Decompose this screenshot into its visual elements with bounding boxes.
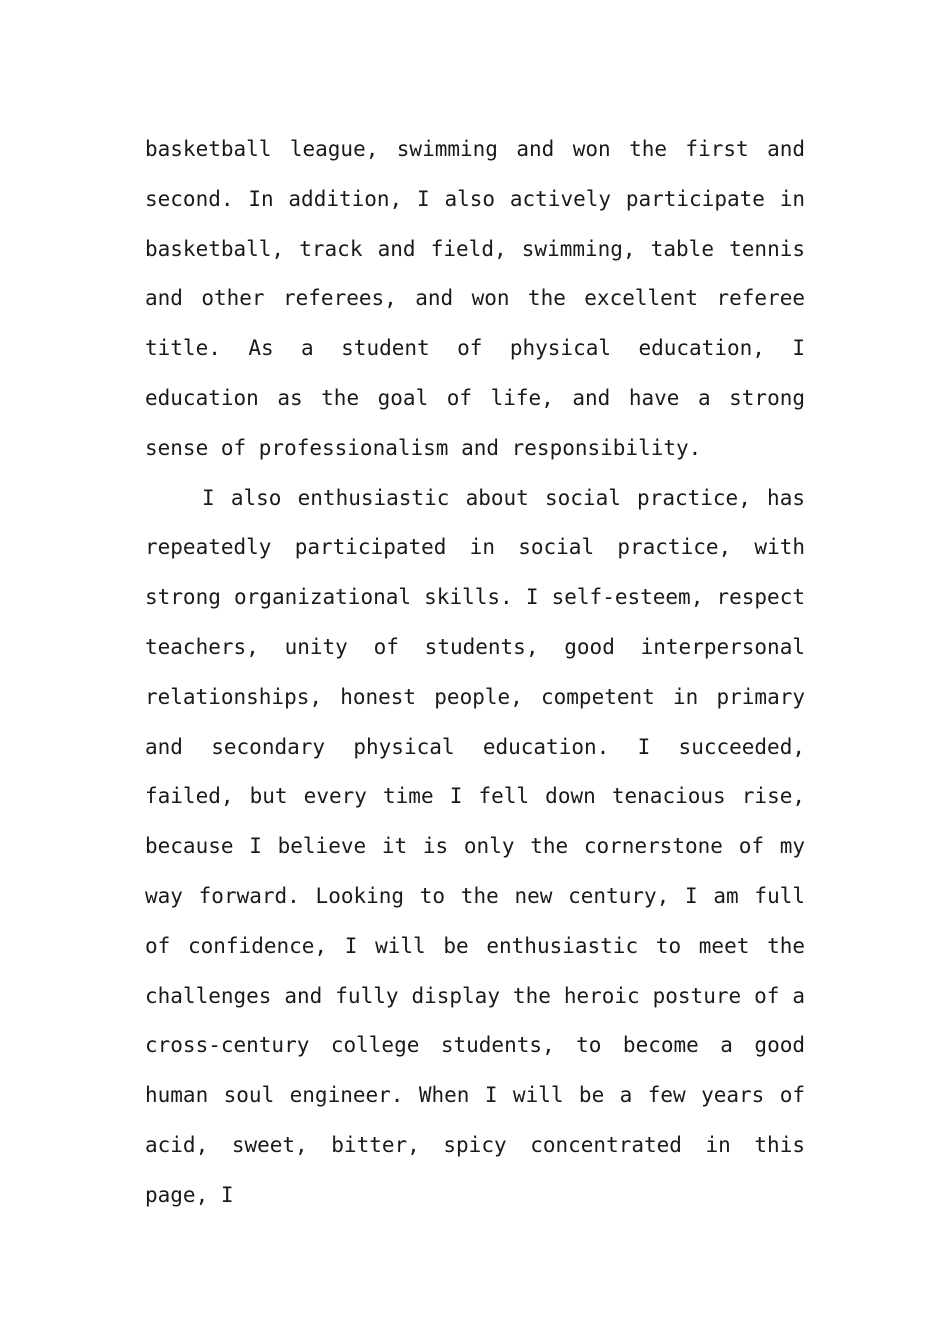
paragraph-1: basketball league, swimming and won the first and second. In addition, I also actively participate in basketball, track and field, swimming, table tennis and other referees, and won the excellent referee title. As a student of physical education, I education as the goal of life, and have a strong sense of professionalism and responsibility. (145, 137, 805, 460)
paragraph-2: I also enthusiastic about social practice, has repeatedly participated in social practice, with strong organizational skills. I self-esteem, respect teachers, unity of students, good interpersonal relationships, honest people, competent in primary and secondary physical education. I succeeded, failed, but every time I fell down tenacious rise, because I believe it is only the cornerstone of my way forward. Looking to the new century, I am full of confidence, I will be enthusiastic to meet the challenges and fully display the heroic posture of a cross-century college students, to become a good human soul engineer. When I will be a few years of acid, sweet, bitter, spicy concentrated in this page, I (145, 485, 805, 1207)
body-text (145, 125, 805, 1221)
